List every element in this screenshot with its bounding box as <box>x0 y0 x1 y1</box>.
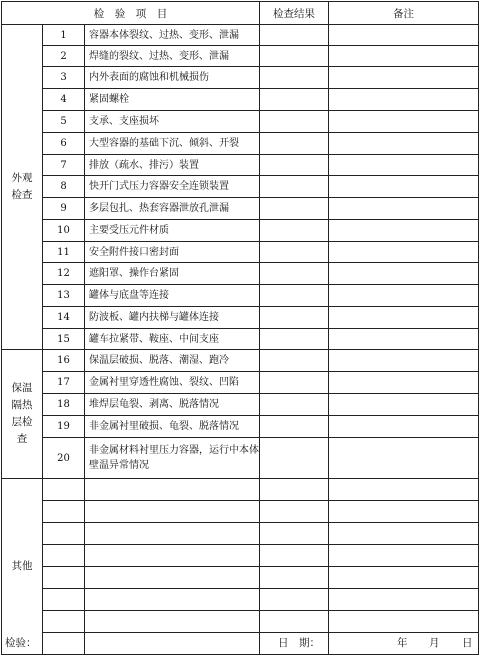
remark-cell[interactable] <box>329 220 479 242</box>
table-row <box>2 155 479 176</box>
item-description: 内外表面的腐蚀和机械损伤 <box>85 67 260 89</box>
inspection-table <box>1 1 479 655</box>
table-row <box>2 611 479 633</box>
result-cell[interactable] <box>260 501 329 523</box>
table-row <box>2 307 479 329</box>
remark-cell[interactable] <box>329 307 479 329</box>
remark-cell[interactable] <box>329 589 479 611</box>
remark-cell[interactable] <box>329 198 479 220</box>
table-header-row <box>2 2 479 25</box>
item-number <box>43 567 85 589</box>
table-row <box>2 438 479 479</box>
item-description: 非金属材料衬里压力容器，运行中本体壁温异常情况 <box>85 438 260 479</box>
table-row <box>2 242 479 263</box>
item-number <box>43 611 85 633</box>
item-number: 6 <box>43 133 85 155</box>
month-label: 月 <box>429 637 440 649</box>
item-description: 安全附件接口密封面 <box>85 242 260 263</box>
remark-cell[interactable] <box>329 545 479 567</box>
table-row <box>2 372 479 394</box>
item-number: 2 <box>43 46 85 67</box>
remark-cell[interactable] <box>329 523 479 545</box>
remark-cell[interactable] <box>329 155 479 176</box>
category-exterior-inspection: 外观 检查 <box>2 25 43 350</box>
item-number: 16 <box>43 350 85 372</box>
table-row <box>2 67 479 89</box>
item-description: 罐车拉紧带、鞍座、中间支座 <box>85 329 260 350</box>
item-number: 3 <box>43 67 85 89</box>
item-number <box>43 523 85 545</box>
item-description: 多层包扎、热套容器泄放孔泄漏 <box>85 198 260 220</box>
result-cell[interactable] <box>260 394 329 416</box>
inspector-label: 检验： <box>5 637 37 649</box>
item-description: 罐体与底盘等连接 <box>85 285 260 307</box>
result-cell[interactable] <box>260 523 329 545</box>
result-cell[interactable] <box>260 89 329 111</box>
table-row <box>2 350 479 372</box>
item-number: 7 <box>43 155 85 176</box>
item-number: 14 <box>43 307 85 329</box>
item-description: 紧固螺栓 <box>85 89 260 111</box>
item-description <box>85 611 260 633</box>
year-label: 年 <box>397 637 408 649</box>
table-row <box>2 176 479 198</box>
signature-footer <box>0 631 479 651</box>
table-row <box>2 285 479 307</box>
remark-cell[interactable] <box>329 133 479 155</box>
result-cell[interactable] <box>260 285 329 307</box>
result-cell[interactable] <box>260 329 329 350</box>
item-number: 9 <box>43 198 85 220</box>
item-description <box>85 501 260 523</box>
result-cell[interactable] <box>260 242 329 263</box>
result-cell[interactable] <box>260 111 329 133</box>
remark-cell[interactable] <box>329 111 479 133</box>
item-number <box>43 545 85 567</box>
result-cell[interactable] <box>260 416 329 438</box>
table-row <box>2 25 479 46</box>
item-number <box>43 501 85 523</box>
item-description <box>85 589 260 611</box>
result-cell[interactable] <box>260 263 329 285</box>
table-body <box>2 25 479 655</box>
result-cell[interactable] <box>260 67 329 89</box>
remark-cell[interactable] <box>329 438 479 479</box>
result-cell[interactable] <box>260 479 329 501</box>
remark-cell[interactable] <box>329 329 479 350</box>
table-row <box>2 111 479 133</box>
result-cell[interactable] <box>260 46 329 67</box>
table-row <box>2 501 479 523</box>
remark-cell[interactable] <box>329 242 479 263</box>
item-number: 19 <box>43 416 85 438</box>
item-number: 10 <box>43 220 85 242</box>
result-cell[interactable] <box>260 25 329 46</box>
day-label: 日 <box>462 637 473 649</box>
table-row <box>2 133 479 155</box>
result-cell[interactable] <box>260 545 329 567</box>
item-number: 8 <box>43 176 85 198</box>
remark-cell[interactable] <box>329 25 479 46</box>
table-row <box>2 394 479 416</box>
item-number: 15 <box>43 329 85 350</box>
item-number: 17 <box>43 372 85 394</box>
remark-cell[interactable] <box>329 285 479 307</box>
item-description <box>85 479 260 501</box>
item-number: 18 <box>43 394 85 416</box>
table-row <box>2 329 479 350</box>
result-cell[interactable] <box>260 350 329 372</box>
remark-cell[interactable] <box>329 567 479 589</box>
item-description: 大型容器的基础下沉、倾斜、开裂 <box>85 133 260 155</box>
remark-cell[interactable] <box>329 89 479 111</box>
remark-cell[interactable] <box>329 263 479 285</box>
remark-cell[interactable] <box>329 176 479 198</box>
item-description: 容器本体裂纹、过热、变形、泄漏 <box>85 25 260 46</box>
item-description: 支承、支座损坏 <box>85 111 260 133</box>
item-number: 4 <box>43 89 85 111</box>
item-description: 排放（疏水、排污）装置 <box>85 155 260 176</box>
item-description: 保温层破损、脱落、潮湿、跑冷 <box>85 350 260 372</box>
result-cell[interactable] <box>260 155 329 176</box>
item-number: 11 <box>43 242 85 263</box>
result-cell[interactable] <box>260 133 329 155</box>
item-number: 1 <box>43 25 85 46</box>
table-row <box>2 46 479 67</box>
category-insulation-inspection: 保温 隔热 层检 查 <box>2 350 43 479</box>
category-other: 其他 <box>2 479 43 655</box>
item-number: 5 <box>43 111 85 133</box>
remark-cell[interactable] <box>329 501 479 523</box>
remark-cell[interactable] <box>329 394 479 416</box>
remark-cell[interactable] <box>329 46 479 67</box>
item-description: 遮阳罩、操作台紧固 <box>85 263 260 285</box>
table-row <box>2 589 479 611</box>
header-result: 检查结果 <box>260 2 329 25</box>
table-row <box>2 545 479 567</box>
item-description: 主要受压元件材质 <box>85 220 260 242</box>
result-cell[interactable] <box>260 176 329 198</box>
item-number: 20 <box>43 438 85 479</box>
table-row <box>2 567 479 589</box>
item-number <box>43 479 85 501</box>
item-description: 金属衬里穿透性腐蚀、裂纹、凹陷 <box>85 372 260 394</box>
remark-cell[interactable] <box>329 479 479 501</box>
table-row <box>2 523 479 545</box>
remark-cell[interactable] <box>329 611 479 633</box>
header-item: 检 验 项 目 <box>2 2 260 25</box>
item-description: 焊缝的裂纹、过热、变形、泄漏 <box>85 46 260 67</box>
table-row <box>2 89 479 111</box>
table-row <box>2 198 479 220</box>
result-cell[interactable] <box>260 220 329 242</box>
table-row <box>2 263 479 285</box>
result-cell[interactable] <box>260 372 329 394</box>
item-number: 12 <box>43 263 85 285</box>
remark-cell[interactable] <box>329 350 479 372</box>
item-description: 堆焊层龟裂、剥离、脱落情况 <box>85 394 260 416</box>
table-row <box>2 220 479 242</box>
item-description: 非金属衬里破损、龟裂、脱落情况 <box>85 416 260 438</box>
header-remark: 备注 <box>329 2 479 25</box>
date-label: 日 期： <box>278 637 320 649</box>
remark-cell[interactable] <box>329 67 479 89</box>
item-description <box>85 523 260 545</box>
table-row <box>2 416 479 438</box>
result-cell[interactable] <box>260 611 329 633</box>
result-cell[interactable] <box>260 198 329 220</box>
remark-cell[interactable] <box>329 416 479 438</box>
item-description: 防波板、罐内扶梯与罐体连接 <box>85 307 260 329</box>
result-cell[interactable] <box>260 589 329 611</box>
result-cell[interactable] <box>260 307 329 329</box>
result-cell[interactable] <box>260 438 329 479</box>
table-row <box>2 479 479 501</box>
item-description <box>85 567 260 589</box>
item-description: 快开门式压力容器安全连锁装置 <box>85 176 260 198</box>
item-number <box>43 589 85 611</box>
result-cell[interactable] <box>260 567 329 589</box>
remark-cell[interactable] <box>329 372 479 394</box>
item-description <box>85 545 260 567</box>
item-number: 13 <box>43 285 85 307</box>
